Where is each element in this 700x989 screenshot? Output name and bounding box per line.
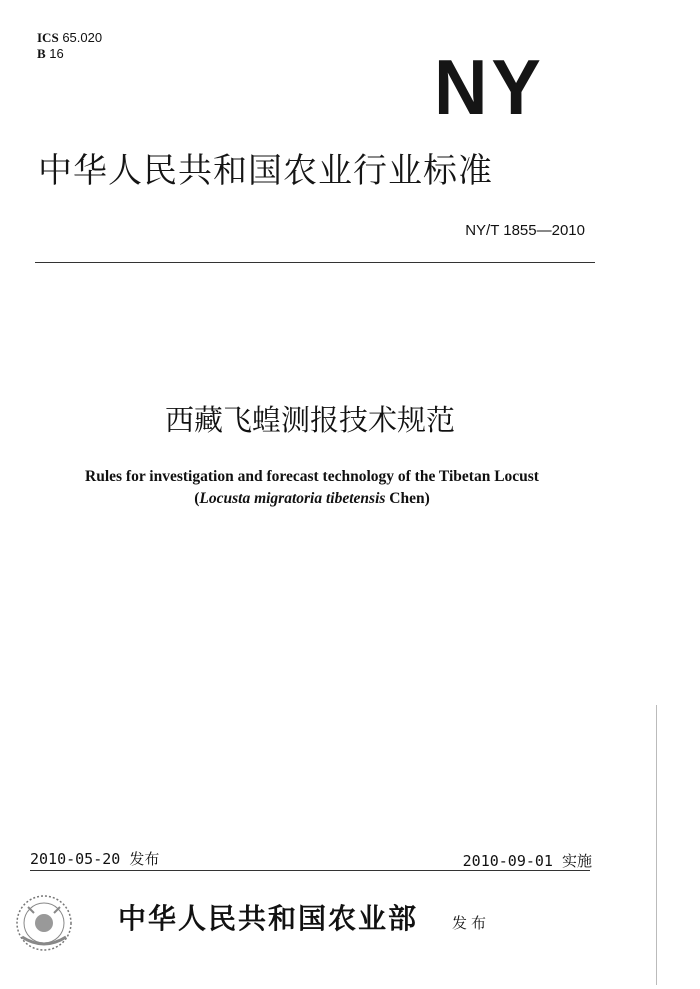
header-divider	[35, 262, 595, 263]
footer-divider	[30, 870, 590, 871]
english-title-line2	[0, 488, 624, 510]
publish-label: 发布	[129, 850, 160, 868]
ccs-code	[37, 46, 102, 62]
ics-code	[37, 30, 102, 46]
author-name: Chen)	[385, 490, 430, 507]
ics-label: ICS	[37, 30, 59, 45]
publish-date	[30, 848, 159, 869]
implement-date	[463, 850, 592, 871]
ics-value: 65.020	[62, 30, 103, 45]
english-title-line1: Rules for investigation and forecast technology of the Tibetan Locust	[85, 468, 539, 485]
scan-edge-line	[656, 705, 657, 985]
issuing-ministry: 中华人民共和国农业部	[118, 902, 419, 935]
ny-logo: NY	[434, 43, 545, 131]
document-title-english	[0, 466, 624, 510]
scientific-name: Locusta migratoria tibetensis	[199, 490, 386, 507]
implement-date-value: 2010-09-01	[462, 852, 553, 870]
national-standard-title: 中华人民共和国农业行业标准	[38, 151, 493, 191]
classification-codes	[37, 30, 102, 62]
standard-number: NY/T 1855—2010	[465, 222, 585, 239]
ccs-label: B	[37, 46, 46, 61]
implement-label: 实施	[561, 852, 592, 870]
document-title-chinese: 西藏飞蝗测报技术规范	[164, 403, 455, 437]
official-seal-icon	[14, 893, 74, 953]
issuing-label: 发布	[452, 914, 491, 932]
ccs-value: 16	[49, 46, 64, 61]
publish-date-value: 2010-05-20	[30, 850, 121, 868]
open-paren: (	[194, 490, 200, 507]
